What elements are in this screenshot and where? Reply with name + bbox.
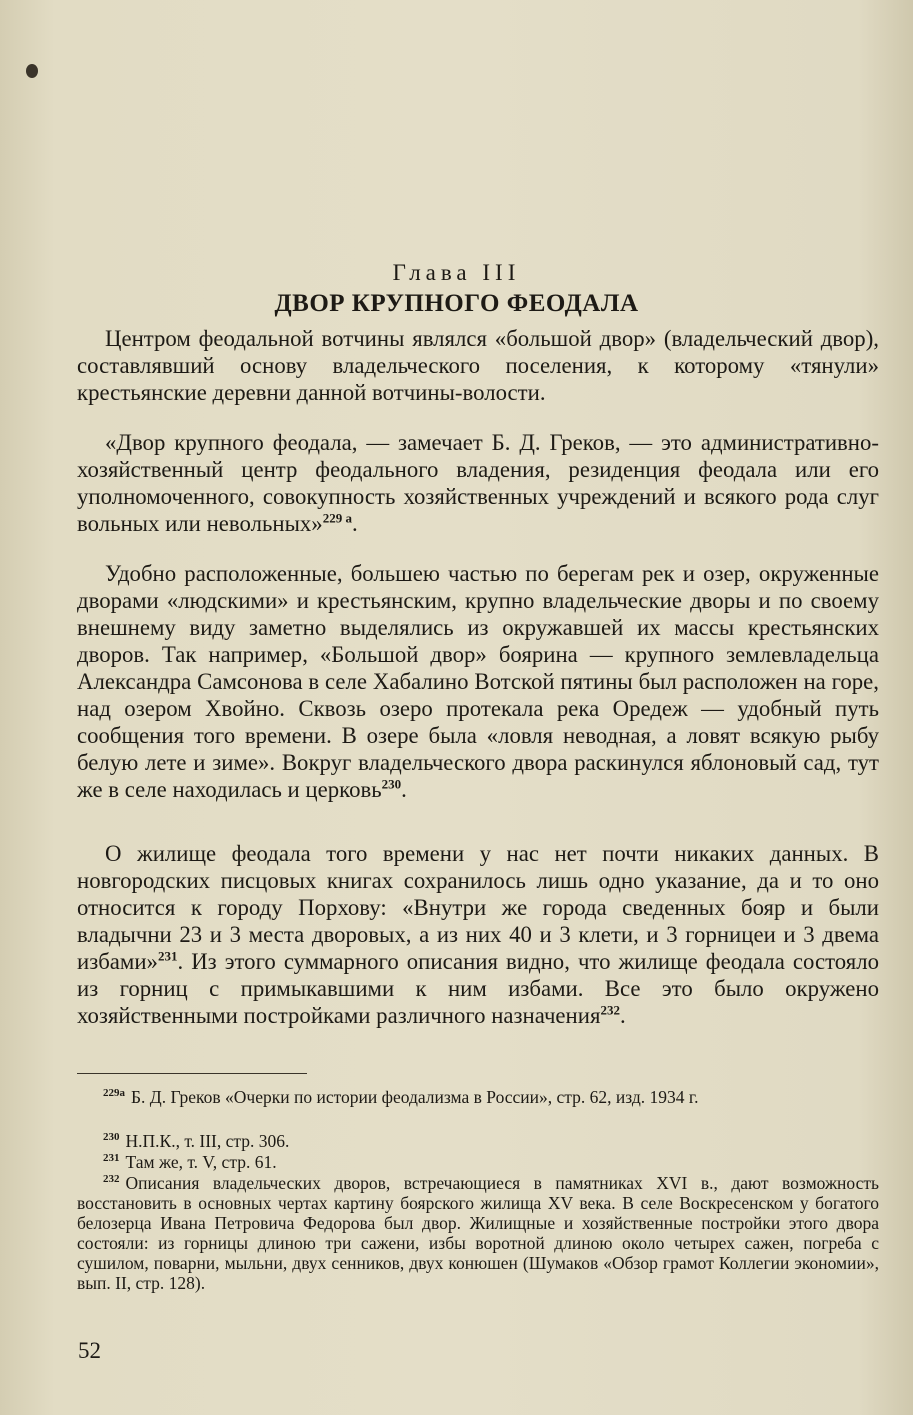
footnote-ref-232: 232 [600,1002,620,1018]
paragraph-2-text: «Двор крупного феодала, — замечает Б. Д. Греков, — это административно-хозяйственный центр феодального владения, резиденция феодала или его уполномоченного, совокупность хозяйственных учреждений и всякого рода слуг вольных или невольных» [77,430,879,536]
footnote-232 [77,1169,879,1293]
footnote-text: Описания владельческих дворов, встречающиеся в памятниках XVI в., дают возможность восстановить в основных чертах картину боярского жилища XV века. В селе Воскресенском у богатого белозерца Ивана Петровича Федорова был двор. Жилищные и хозяйственные постройки этого двора состояли: из горницы длиною три сажени, избы воротной длиною около четырех сажен, погреба с сушилом, поварни, мыльни, двух сенников, двух конюшен (Шумаков «Обзор грамот Коллегии экономии», вып. II, стр. 128). [77,1172,879,1293]
paragraph-4b-text: . Из этого суммарного описания видно, что жилище феодала состояло из горниц с примыкавшими к ним избами. Все это было окружено хозяйственными постройками различного назначения [77,949,879,1028]
chapter-label: Глава III [392,260,521,285]
footnote-ref-230: 230 [381,776,402,792]
page-number: 52 [78,1338,101,1363]
footnote-ref-229a: 229 а [322,510,352,526]
footnote-ref-231: 231 [157,948,178,964]
footnote-text: Н.П.К., т. III, стр. 306. [125,1130,290,1151]
paragraph-3: Удобно расположенные, большею частью по берегам рек и озер, окруженные дворами «людскими» и крестьянским, крупно владельческие дворы и по своему внешнему виду заметно выделялись из окружавшей их массы крестьянских дворов. Так например, «Большой двор» боярина — крупного землевладельца Александра Самсонова в селе Хабалино Вотской пятины был расположен на горе, над озером Хвойно. Сквозь озеро протекала река Оредеж — удобный путь сообщения того времени. В озере была «ловля неводная, а ловят всякую рыбу белую лете и зиме». Вокруг владельческого двора раскинулся яблоновый сад, тут же в селе находилась и церковь$^{230}$. [77,561,879,802]
footnote-mark: 229а [103,1087,125,1099]
footnote-text: Б. Д. Греков «Очерки по истории феодализма в России», стр. 62, изд. 1934 г. [131,1086,699,1107]
footnote-mark: 231 [103,1152,120,1164]
footnote-229a [77,1083,879,1107]
footnote-text: Там же, т. V, стр. 61. [125,1151,277,1172]
paragraph-4: О жилище феодала того времени у нас нет почти никаких данных. В новгородских писцовых книгах сохранилось лишь одно указание, да и то оно относится к городу Порхову: «Внутри же города сведенных бояр и были владычни 23 и 3 места дворовых, а из них 40 и 3 клети, и 3 горницеи и 3 двема избами»$^{231}$. Из этого суммарного описания видно, что жилище феодала состояло из горниц с примыкавшими к ним избами. Все это было окружено хозяйственными постройками различного назначения$^{232}$. [77,841,879,1028]
footnote-mark: 230 [103,1131,120,1143]
footnote-divider [77,1073,307,1074]
chapter-title: ДВОР КРУПНОГО ФЕОДАЛА [274,290,639,317]
paragraph-2: «Двор крупного феодала, — замечает Б. Д. Греков, — это административно-хозяйственный центр феодального владения, резиденция феодала или его уполномоченного, совокупность хозяйственных учреждений и всякого рода слуг вольных или невольных»$^{229 а}$. [77,430,879,536]
paragraph-1 [77,325,879,406]
ink-spot [26,64,38,78]
footnote-mark: 232 [103,1173,120,1185]
paragraph-1-text: Центром феодальной вотчины являлся «большой двор» (владельческий двор), составлявший основу владельческого поселения, к которому «тянули» крестьянские деревни данной вотчины-волости. [77,326,879,405]
paragraph-4a-text: О жилище феодала того времени у нас нет почти никаких данных. В новгородских писцовых книгах сохранилось лишь одно указание, да и то оно относится к городу Порхову: «Внутри же города сведенных бояр и были владычни 23 и 3 места дворовых, а из них 40 и 3 клети, и 3 горницеи и 3 двема избами» [77,841,879,974]
paragraph-3-text: Удобно расположенные, большею частью по берегам рек и озер, окруженные дворами «людскими» и крестьянским, крупно владельческие дворы и по своему внешнему виду заметно выделялись из окружавшей их массы крестьянских дворов. Так например, «Большой двор» боярина — крупного землевладельца Александра Самсонова в селе Хабалино Вотской пятины был расположен на горе, над озером Хвойно. Сквозь озеро протекала река Оредеж — удобный путь сообщения того времени. В озере была «ловля неводная, а ловят всякую рыбу белую лете и зиме». Вокруг владельческого двора раскинулся яблоновый сад, тут же в селе находилась и церковь [77,561,879,802]
